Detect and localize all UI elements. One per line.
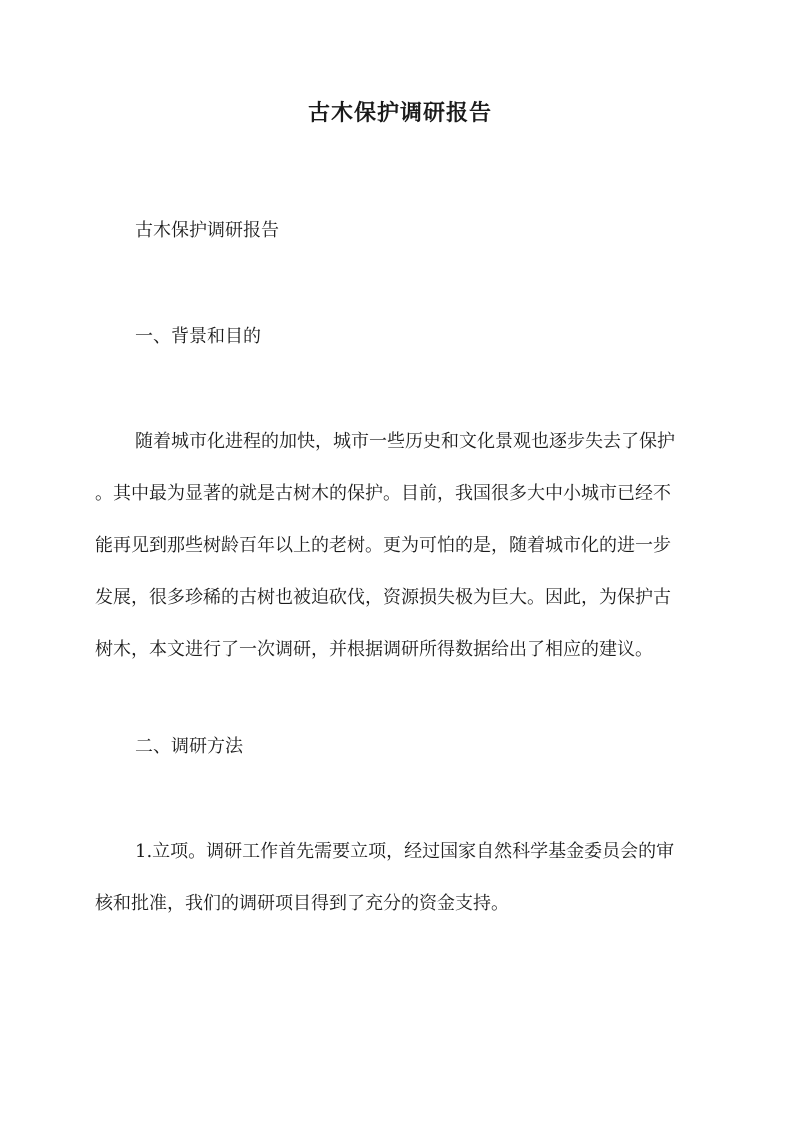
document-title: 古木保护调研报告 (307, 100, 492, 126)
paragraph-line: 。其中最为显著的就是古树木的保护。目前，我国很多大中小城市已经不 (95, 483, 671, 504)
paragraph-line: 1.立项。调研工作首先需要立项，经过国家自然科学基金委员会的审 (135, 841, 675, 862)
section-heading-background: 一、背景和目的 (135, 326, 261, 347)
paragraph-line: 随着城市化进程的加快，城市一些历史和文化景观也逐步失去了保护 (135, 431, 675, 452)
paragraph-methods (95, 835, 715, 939)
section-heading-methods: 二、调研方法 (135, 736, 243, 757)
paragraph-line: 发展，很多珍稀的古树也被迫砍伐，资源损失极为巨大。因此，为保护古 (95, 587, 671, 608)
document-subtitle: 古木保护调研报告 (135, 220, 279, 241)
paragraph-line: 能再见到那些树龄百年以上的老树。更为可怕的是，随着城市化的进一步 (95, 535, 671, 556)
paragraph-background (95, 425, 715, 685)
paragraph-line: 核和批准，我们的调研项目得到了充分的资金支持。 (95, 893, 509, 914)
paragraph-line: 树木，本文进行了一次调研，并根据调研所得数据给出了相应的建议。 (95, 639, 653, 660)
